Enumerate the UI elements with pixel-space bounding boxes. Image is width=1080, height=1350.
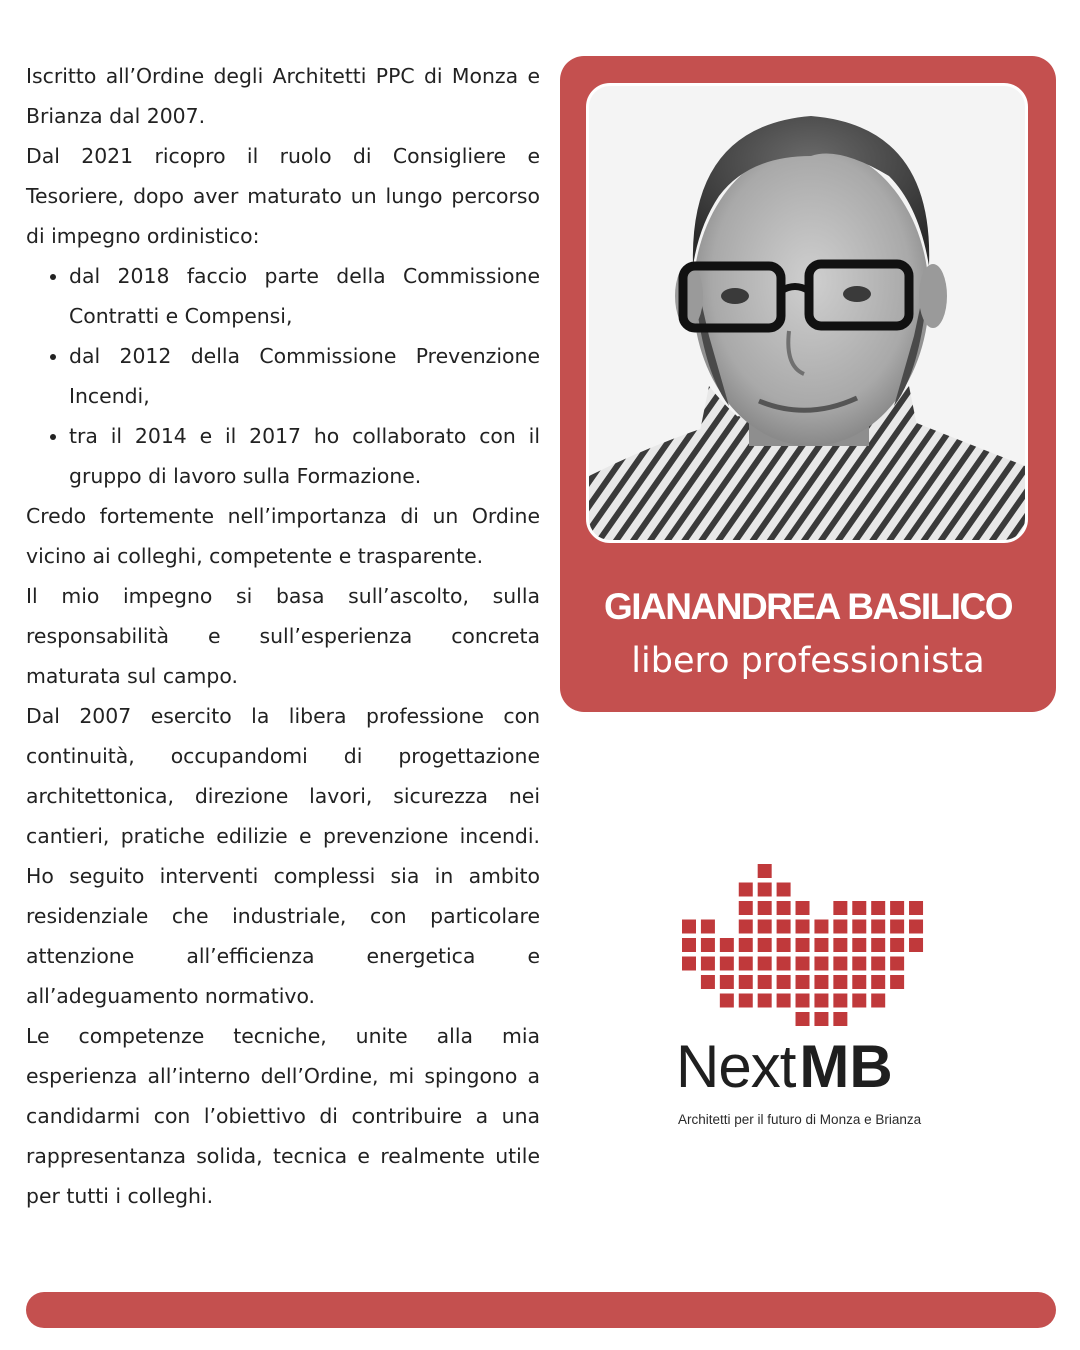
logo-square	[701, 975, 715, 989]
logo-square	[871, 975, 885, 989]
logo-square	[796, 901, 810, 915]
logo-square	[814, 1012, 828, 1026]
logo-square	[739, 901, 753, 915]
logo-square	[758, 938, 772, 952]
list-item: • dal 2012 della Commissione Prevenzione Incendi,	[69, 336, 540, 416]
logo-square	[833, 901, 847, 915]
logo-square	[814, 938, 828, 952]
commission-list	[26, 256, 540, 496]
footer-bar	[26, 1292, 1056, 1328]
logo-square	[833, 975, 847, 989]
logo-word-light: Next	[676, 1033, 796, 1100]
logo-square	[871, 920, 885, 934]
logo-square	[890, 957, 904, 971]
logo-square	[720, 975, 734, 989]
logo-square	[682, 938, 696, 952]
logo-square	[758, 864, 772, 878]
logo-square	[833, 920, 847, 934]
logo-square	[796, 938, 810, 952]
list-item: • dal 2018 faccio parte della Commissione Contratti e Compensi,	[69, 256, 540, 336]
logo-square	[758, 920, 772, 934]
logo-square	[701, 957, 715, 971]
logo-square	[796, 975, 810, 989]
logo-square	[720, 957, 734, 971]
logo-square	[890, 920, 904, 934]
logo-square	[777, 957, 791, 971]
logo-square	[814, 994, 828, 1008]
logo-square	[852, 901, 866, 915]
bio-paragraph: Le competenze tecniche, unite alla mia esperienza all’interno dell’Ordine, mi spingono a candidarmi con l’obiettivo di contribuire a una rappresentanza solida, tecnica e realmente utile per tutti i colleghi.	[26, 1024, 540, 1208]
logo-square	[720, 938, 734, 952]
bio-paragraph: Credo fortemente nell’importanza di un Ordine vicino ai colleghi, competente e trasparente.	[26, 504, 540, 568]
bio-paragraph: Dal 2007 esercito la libera professione con continuità, occupandomi di progettazione architettonica, direzione lavori, sicurezza nei cantieri, pratiche edilizie e prevenzione incendi. Ho seguito interventi complessi sia in ambito residenziale che industriale, con particolare attenzione all’efficienza energetica e all’adeguamento normativo.	[26, 704, 540, 1008]
logo-square	[758, 975, 772, 989]
logo-square	[701, 920, 715, 934]
logo-square	[833, 957, 847, 971]
logo-square	[777, 994, 791, 1008]
logo-square	[720, 994, 734, 1008]
logo-square	[682, 920, 696, 934]
logo-tagline: Architetti per il futuro di Monza e Brianza	[678, 1112, 922, 1127]
logo-square	[796, 994, 810, 1008]
logo-square	[909, 938, 923, 952]
logo-square	[833, 938, 847, 952]
logo-square	[871, 901, 885, 915]
logo-square	[777, 975, 791, 989]
logo-square	[777, 938, 791, 952]
bio-text	[26, 56, 540, 1216]
logo-square	[909, 920, 923, 934]
logo-word-bold: MB	[799, 1033, 893, 1100]
logo-square	[890, 975, 904, 989]
logo-square	[777, 883, 791, 897]
logo-square	[739, 883, 753, 897]
logo-square	[777, 920, 791, 934]
portrait-illustration	[589, 86, 1025, 540]
logo-square	[852, 920, 866, 934]
logo-square	[739, 938, 753, 952]
logo-square	[852, 994, 866, 1008]
logo-square	[890, 938, 904, 952]
logo-wordmark	[676, 1032, 893, 1102]
logo-square	[758, 883, 772, 897]
logo-square	[739, 994, 753, 1008]
logo-square	[739, 920, 753, 934]
logo-square	[758, 994, 772, 1008]
candidate-photo	[586, 83, 1028, 543]
logo-square	[777, 901, 791, 915]
logo-square	[833, 994, 847, 1008]
bio-paragraph: Il mio impegno si basa sull’ascolto, sulla responsabilità e sull’esperienza concreta maturata sul campo.	[26, 584, 540, 688]
candidate-name: GIANANDREA BASILICO	[604, 586, 1012, 627]
list-item: • tra il 2014 e il 2017 ho collaborato con il gruppo di lavoro sulla Formazione.	[69, 416, 540, 496]
nextmb-logo	[676, 860, 936, 1140]
logo-square	[852, 957, 866, 971]
bio-paragraph: Iscritto all’Ordine degli Architetti PPC di Monza e Brianza dal 2007.	[26, 64, 540, 128]
candidate-role: libero professionista	[631, 641, 985, 681]
logo-square	[814, 920, 828, 934]
logo-square	[871, 994, 885, 1008]
logo-square	[701, 938, 715, 952]
logo-squares-icon	[676, 860, 936, 1030]
logo-square	[833, 1012, 847, 1026]
logo-square	[871, 957, 885, 971]
logo-square	[796, 920, 810, 934]
logo-square	[758, 957, 772, 971]
candidate-card	[560, 56, 1056, 712]
logo-square	[682, 957, 696, 971]
logo-square	[871, 938, 885, 952]
logo-square	[814, 975, 828, 989]
logo-square	[852, 975, 866, 989]
logo-square	[814, 957, 828, 971]
logo-square	[852, 938, 866, 952]
logo-square	[796, 1012, 810, 1026]
logo-square	[739, 957, 753, 971]
logo-square	[796, 957, 810, 971]
logo-square	[739, 975, 753, 989]
logo-square	[909, 901, 923, 915]
logo-square	[890, 901, 904, 915]
logo-square	[758, 901, 772, 915]
bio-paragraph: Dal 2021 ricopro il ruolo di Consigliere e Tesoriere, dopo aver maturato un lungo percorso di impegno ordinistico:	[26, 144, 540, 248]
